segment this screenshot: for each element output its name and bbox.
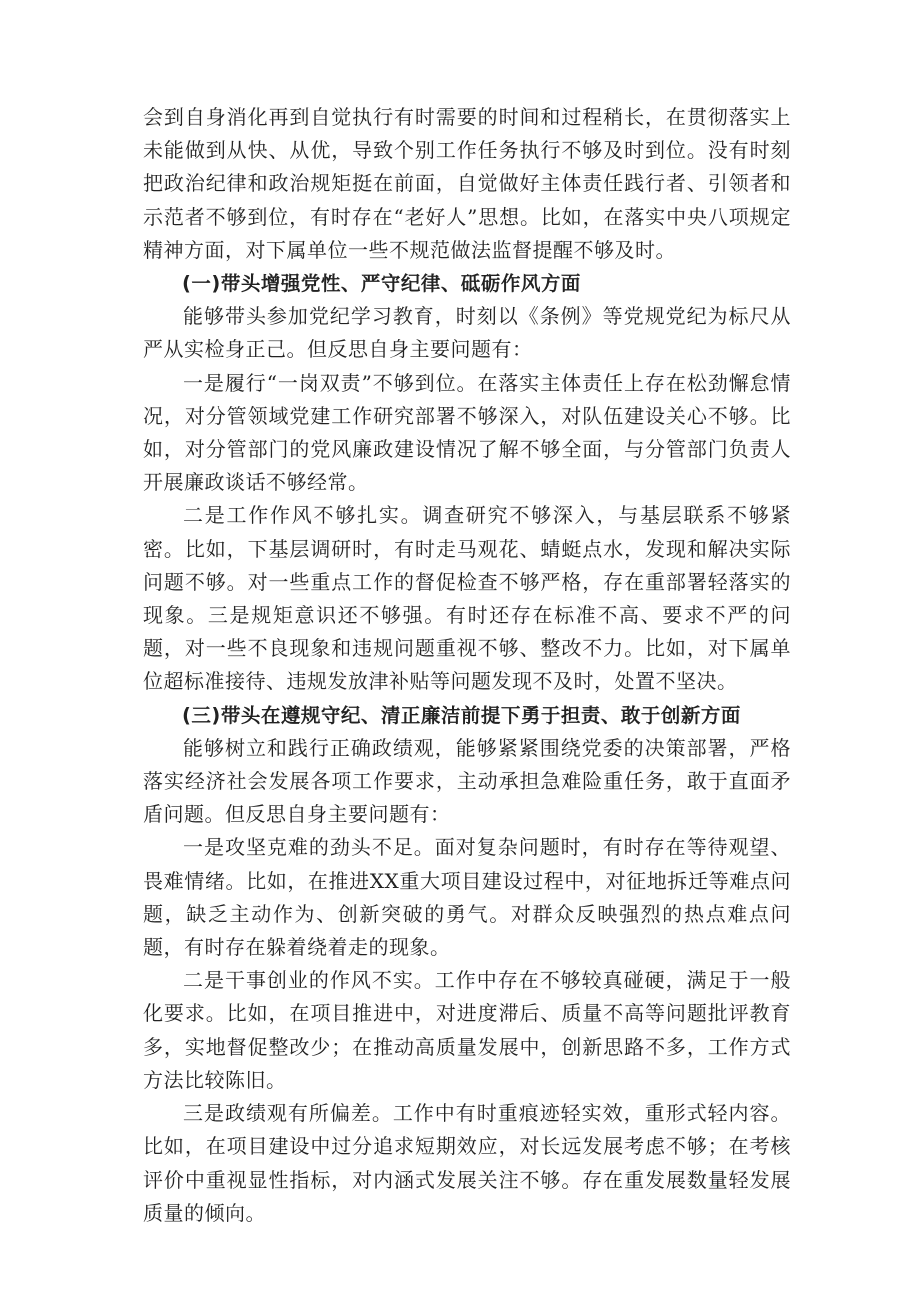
section-heading-3: (三)带头在遵规守纪、清正廉洁前提下勇于担责、敢于创新方面 bbox=[182, 703, 741, 727]
paragraph: 能够树立和践行正确政绩观，能够紧紧围绕党委的决策部署，严格落实经济社会发展各项工作要求，主动承担急难险重任务，敢于直面矛盾问题。但反思自身主要问题有： bbox=[143, 735, 791, 827]
paragraph: 二是干事创业的作风不实。工作中存在不够较真碰硬，满足于一般化要求。比如，在项目推进中，对进度滞后、质量不高等问题批评教育多，实地督促整改少；在推动高质量发展中，创新思路不多，工作方式方法比较陈旧。 bbox=[143, 968, 791, 1092]
paragraph: 一是攻坚克难的劲头不足。面对复杂问题时，有时存在等待观望、畏难情绪。比如，在推进XX重大项目建设过程中，对征地拆迁等难点问题，缺乏主动作为、创新突破的勇气。对群众反映强烈的热点难点问题，有时存在躲着绕着走的现象。 bbox=[143, 835, 791, 960]
section-heading-1: (一)带头增强党性、严守纪律、砥砺作风方面 bbox=[182, 272, 581, 296]
paragraph-continuation: 会到自身消化再到自觉执行有时需要的时间和过程稍长，在贯彻落实上未能做到从快、从优，导致个别工作任务执行不够及时到位。没有时刻把政治纪律和政治规矩挺在前面，自觉做好主体责任践行者、引领者和示范者不够到位，有时存在“老好人”思想。比如，在落实中央八项规定精神方面，对下属单位一些不规范做法监督提醒不够及时。 bbox=[143, 105, 791, 262]
paragraph: 二是工作作风不够扎实。调查研究不够深入，与基层联系不够紧密。比如，下基层调研时，有时走马观花、蜻蜓点水，发现和解决实际问题不够。对一些重点工作的督促检查不够严格，存在重部署轻落实的现象。三是规矩意识还不够强。有时还存在标准不高、要求不严的问题，对一些不良现象和违规问题重视不够、整改不力。比如，对下属单位超标准接待、违规发放津补贴等问题发现不及时，处置不坚决。 bbox=[143, 503, 791, 694]
document-body bbox=[143, 101, 791, 1230]
paragraph: 能够带头参加党纪学习教育，时刻以《条例》等党规党纪为标尺从严从实检身正己。但反思自身主要问题有： bbox=[143, 304, 791, 362]
paragraph: 一是履行“一岗双责”不够到位。在落实主体责任上存在松劲懈怠情况，对分管领域党建工作研究部署不够深入，对队伍建设关心不够。比如，对分管部门的党风廉政建设情况了解不够全面，与分管部门负责人开展廉政谈话不够经常。 bbox=[143, 370, 791, 495]
paragraph: 三是政绩观有所偏差。工作中有时重痕迹轻实效，重形式轻内容。比如，在项目建设中过分追求短期效应，对长远发展考虑不够；在考核评价中重视显性指标，对内涵式发展关注不够。存在重发展数量轻发展质量的倾向。 bbox=[143, 1101, 791, 1225]
